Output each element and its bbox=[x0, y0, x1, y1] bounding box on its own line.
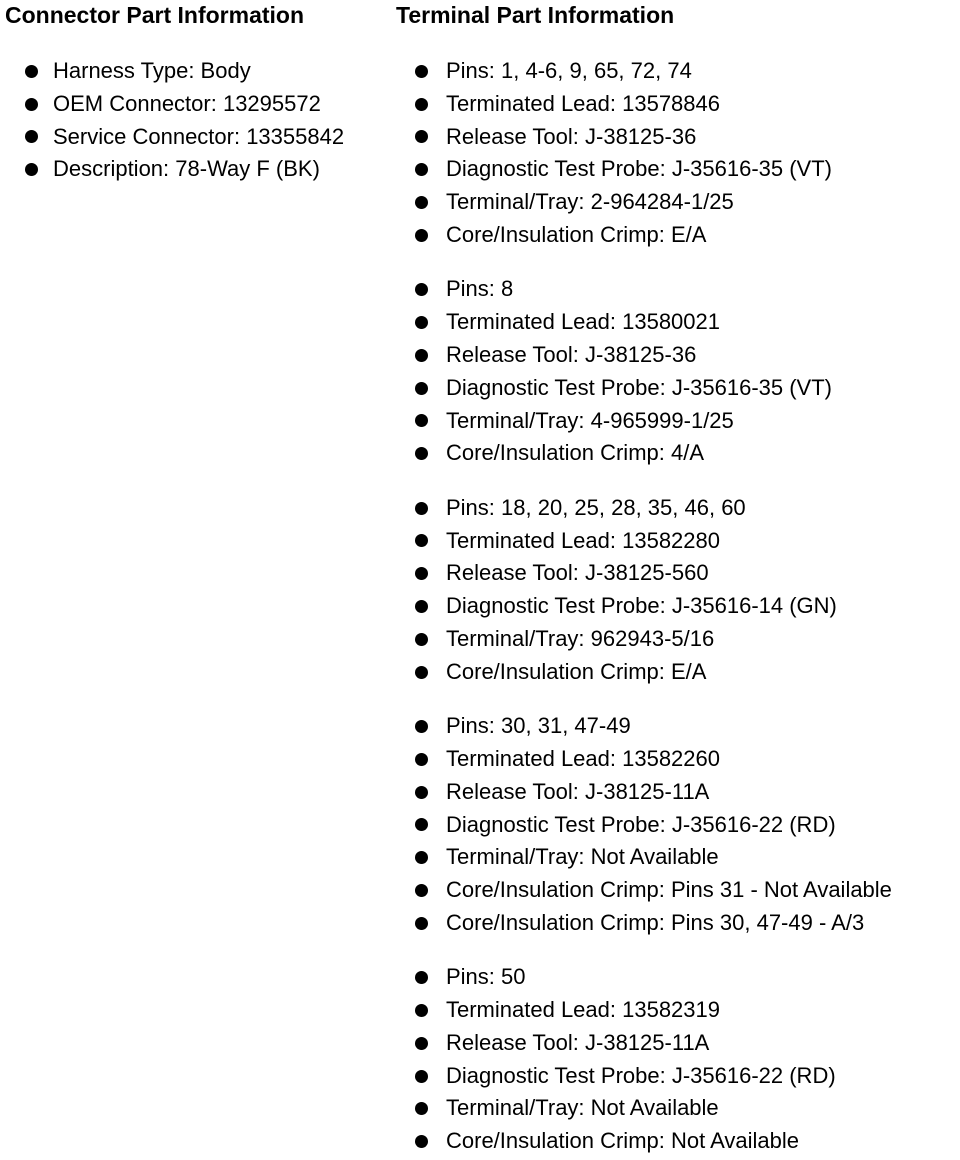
item-text: Terminated Lead: 13578846 bbox=[446, 90, 720, 116]
terminal-item-release-tool bbox=[396, 339, 960, 372]
item-text: Core/Insulation Crimp: Pins 30, 47-49 - A/3 bbox=[446, 909, 865, 935]
item-text: Terminated Lead: 13582319 bbox=[446, 997, 720, 1023]
item-text: Core/Insulation Crimp: E/A bbox=[446, 658, 707, 684]
bullet-icon bbox=[415, 1070, 428, 1083]
bullet-icon bbox=[415, 818, 428, 831]
terminal-item-pins bbox=[396, 710, 960, 743]
bullet-icon bbox=[415, 316, 428, 329]
item-text: Terminal/Tray: 2-964284-1/25 bbox=[446, 189, 734, 215]
terminal-item-terminal-tray bbox=[396, 186, 960, 219]
item-text: Core/Insulation Crimp: Pins 31 - Not Available bbox=[446, 877, 892, 903]
bullet-icon bbox=[415, 786, 428, 799]
bullet-icon bbox=[415, 666, 428, 679]
item-text: Terminal/Tray: 4-965999-1/25 bbox=[446, 407, 734, 433]
terminal-item-release-tool bbox=[396, 776, 960, 809]
bullet-icon bbox=[415, 633, 428, 646]
item-text: OEM Connector: 13295572 bbox=[53, 90, 321, 116]
bullet-icon bbox=[415, 98, 428, 111]
item-text: Pins: 50 bbox=[446, 964, 526, 990]
terminal-item-test-probe bbox=[396, 153, 960, 186]
terminal-item-terminal-tray bbox=[396, 405, 960, 438]
terminal-item-pins bbox=[396, 55, 960, 88]
bullet-icon bbox=[415, 1037, 428, 1050]
bullet-icon bbox=[415, 971, 428, 984]
terminal-groups bbox=[396, 55, 960, 1158]
terminal-item-terminal-tray bbox=[396, 623, 960, 656]
item-text: Harness Type: Body bbox=[53, 58, 251, 83]
item-text: Release Tool: J-38125-11A bbox=[446, 778, 710, 804]
terminal-group bbox=[396, 961, 960, 1158]
item-text: Service Connector: 13355842 bbox=[53, 123, 345, 149]
bullet-icon bbox=[415, 163, 428, 176]
bullet-icon bbox=[25, 130, 38, 143]
item-text: Release Tool: J-38125-11A bbox=[446, 1029, 710, 1055]
item-text: Diagnostic Test Probe: J-35616-22 (RD) bbox=[446, 811, 836, 837]
connector-part-list bbox=[5, 55, 385, 186]
terminal-item-test-probe bbox=[396, 372, 960, 405]
item-text: Terminal/Tray: Not Available bbox=[446, 844, 719, 870]
item-text: Terminal/Tray: 962943-5/16 bbox=[446, 625, 715, 651]
terminal-item-terminated-lead bbox=[396, 743, 960, 776]
bullet-icon bbox=[415, 349, 428, 362]
terminal-item-terminated-lead bbox=[396, 994, 960, 1027]
terminal-group bbox=[396, 55, 960, 252]
item-text: Diagnostic Test Probe: J-35616-22 (RD) bbox=[446, 1062, 836, 1088]
terminal-item-crimp bbox=[396, 907, 960, 940]
bullet-icon bbox=[415, 382, 428, 395]
terminal-item-crimp bbox=[396, 874, 960, 907]
terminal-group bbox=[396, 492, 960, 689]
terminal-item-pins bbox=[396, 961, 960, 994]
bullet-icon bbox=[25, 163, 38, 176]
terminal-group bbox=[396, 710, 960, 940]
item-text: Release Tool: J-38125-560 bbox=[446, 560, 709, 586]
terminal-item-pins bbox=[396, 492, 960, 525]
terminal-item-release-tool bbox=[396, 557, 960, 590]
item-text: Terminated Lead: 13582260 bbox=[446, 745, 720, 771]
item-text: Pins: 8 bbox=[446, 276, 514, 302]
terminal-part-section bbox=[396, 0, 960, 1158]
item-text: Terminated Lead: 13582280 bbox=[446, 527, 720, 553]
bullet-icon bbox=[415, 851, 428, 864]
bullet-icon bbox=[415, 65, 428, 78]
item-text: Pins: 30, 31, 47-49 bbox=[446, 713, 631, 739]
connector-item-description bbox=[5, 153, 385, 186]
item-text: Terminated Lead: 13580021 bbox=[446, 309, 720, 335]
terminal-item-test-probe bbox=[396, 1060, 960, 1093]
terminal-part-heading: Terminal Part Information bbox=[396, 2, 675, 28]
item-text: Terminal/Tray: Not Available bbox=[446, 1095, 719, 1121]
terminal-item-terminal-tray bbox=[396, 1092, 960, 1125]
connector-item-oem-connector bbox=[5, 88, 385, 121]
terminal-item-release-tool bbox=[396, 121, 960, 154]
item-text: Core/Insulation Crimp: 4/A bbox=[446, 440, 704, 466]
bullet-icon bbox=[415, 502, 428, 515]
item-text: Diagnostic Test Probe: J-35616-14 (GN) bbox=[446, 593, 837, 619]
item-text: Diagnostic Test Probe: J-35616-35 (VT) bbox=[446, 156, 832, 182]
item-text: Pins: 18, 20, 25, 28, 35, 46, 60 bbox=[446, 494, 746, 520]
terminal-item-terminal-tray bbox=[396, 841, 960, 874]
item-text: Release Tool: J-38125-36 bbox=[446, 123, 697, 149]
bullet-icon bbox=[415, 1135, 428, 1148]
bullet-icon bbox=[415, 1004, 428, 1017]
bullet-icon bbox=[415, 1102, 428, 1115]
terminal-item-terminated-lead bbox=[396, 525, 960, 558]
item-text: Pins: 1, 4-6, 9, 65, 72, 74 bbox=[446, 58, 692, 83]
item-text: Core/Insulation Crimp: E/A bbox=[446, 221, 707, 247]
terminal-item-crimp bbox=[396, 1125, 960, 1158]
bullet-icon bbox=[415, 884, 428, 897]
terminal-item-crimp bbox=[396, 437, 960, 470]
terminal-item-crimp bbox=[396, 656, 960, 689]
bullet-icon bbox=[415, 567, 428, 580]
bullet-icon bbox=[25, 98, 38, 111]
connector-part-heading: Connector Part Information bbox=[5, 2, 305, 28]
bullet-icon bbox=[25, 65, 38, 78]
bullet-icon bbox=[415, 414, 428, 427]
terminal-item-pins bbox=[396, 273, 960, 306]
item-text: Description: 78-Way F (BK) bbox=[53, 156, 320, 182]
bullet-icon bbox=[415, 196, 428, 209]
bullet-icon bbox=[415, 229, 428, 242]
item-text: Diagnostic Test Probe: J-35616-35 (VT) bbox=[446, 374, 832, 400]
terminal-item-crimp bbox=[396, 219, 960, 252]
connector-part-section bbox=[5, 0, 385, 186]
bullet-icon bbox=[415, 447, 428, 460]
connector-item-service-connector bbox=[5, 121, 385, 154]
terminal-item-terminated-lead bbox=[396, 306, 960, 339]
bullet-icon bbox=[415, 534, 428, 547]
bullet-icon bbox=[415, 720, 428, 733]
terminal-item-test-probe bbox=[396, 590, 960, 623]
bullet-icon bbox=[415, 917, 428, 930]
terminal-item-terminated-lead bbox=[396, 88, 960, 121]
terminal-group bbox=[396, 273, 960, 470]
bullet-icon bbox=[415, 130, 428, 143]
bullet-icon bbox=[415, 600, 428, 613]
item-text: Core/Insulation Crimp: Not Available bbox=[446, 1128, 799, 1154]
bullet-icon bbox=[415, 283, 428, 296]
bullet-icon bbox=[415, 753, 428, 766]
item-text: Release Tool: J-38125-36 bbox=[446, 341, 697, 367]
terminal-item-release-tool bbox=[396, 1027, 960, 1060]
terminal-item-test-probe bbox=[396, 809, 960, 842]
connector-item-harness-type bbox=[5, 55, 385, 88]
